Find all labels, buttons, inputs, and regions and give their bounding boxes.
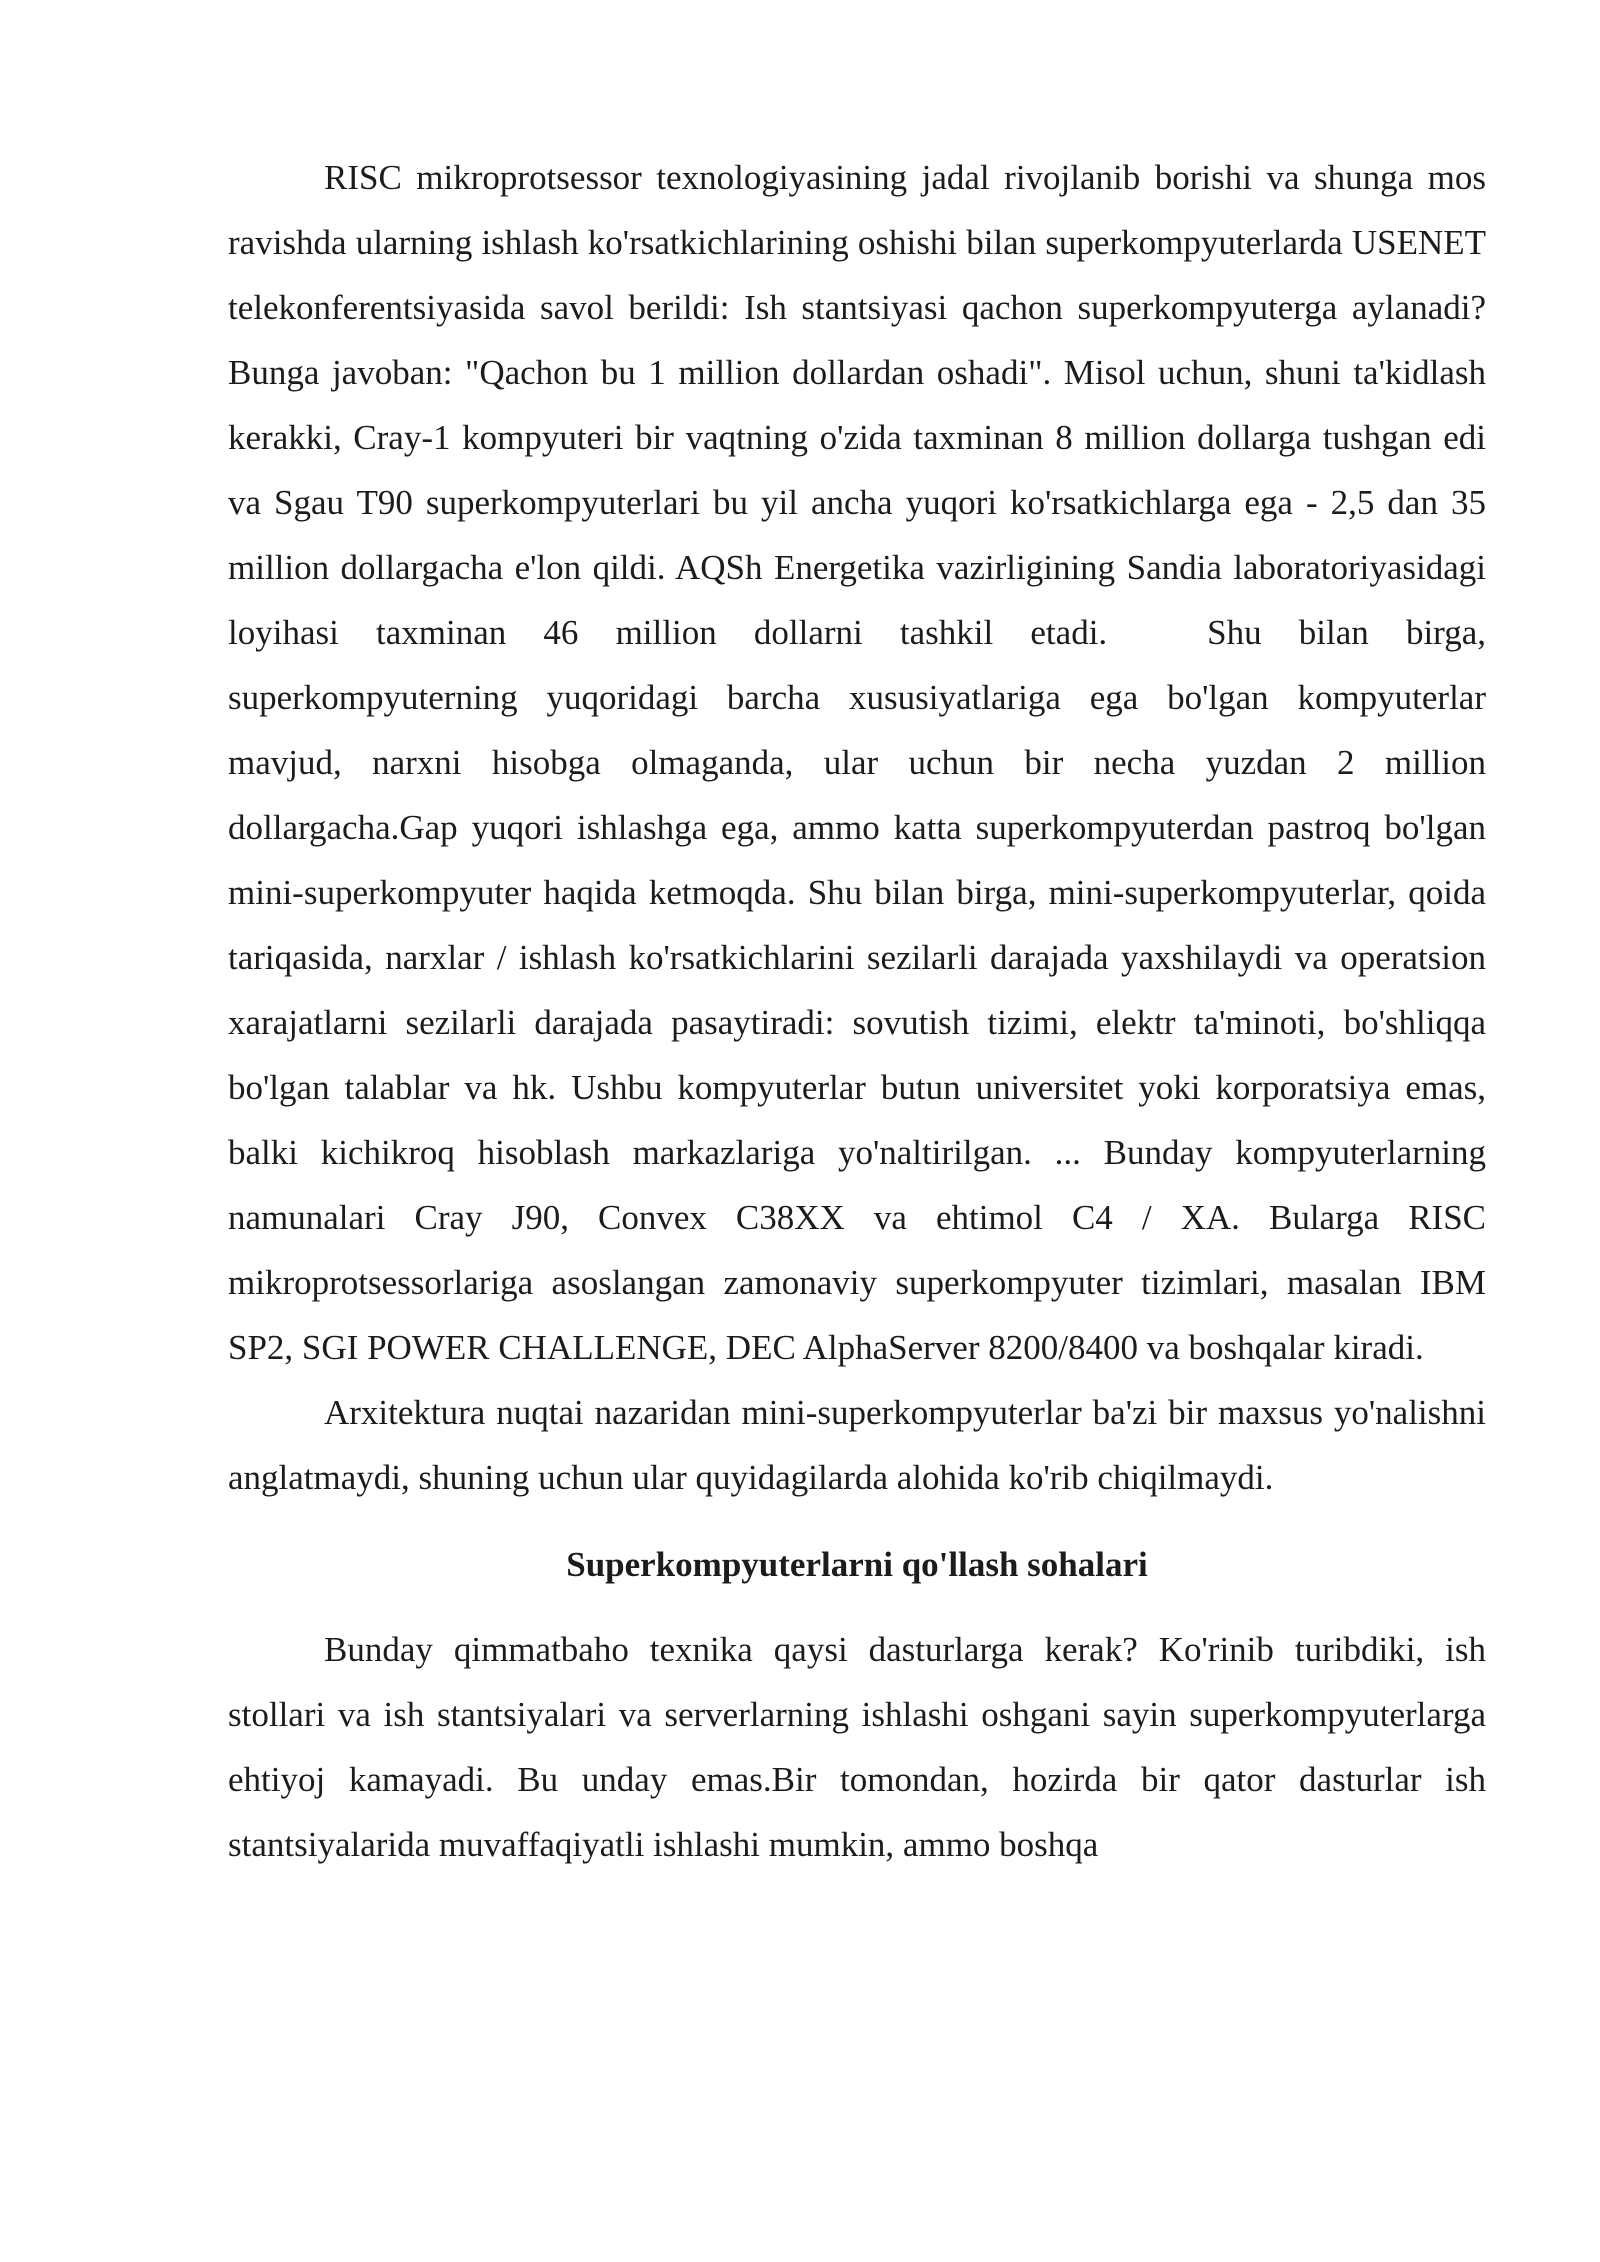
- paragraph-architecture: Arxitektura nuqtai nazaridan mini-superkompyuterlar ba'zi bir maxsus yo'nalishni anglatmaydi, shuning uchun ular quyidagilarda alohida ko'rib chiqilmaydi.: [228, 1393, 1486, 1497]
- paragraph-applications: Bunday qimmatbaho texnika qaysi dasturlarga kerak? Ko'rinib turibdiki, ish stollari va ish stantsiyalari va serverlarning ishlashi oshgani sayin superkompyuterlarga ehtiyoj kamayadi. Bu unday emas.Bir tomondan, hozirda bir qator dasturlar ish stantsiyalarida muvaffaqiyatli ishlashi mumkin, ammo boshqa: [228, 1630, 1486, 1864]
- paragraph-1-part-1: RISC mikroprotsessor texnologiyasining jadal rivojlanib borishi va shunga mos ravishda ularning ishlash ko'rsatkichlarining oshishi bilan superkompyuterlarda USENET telekonferentsiyasida savol berildi: Ish stantsiyasi qachon superkompyuterga aylanadi? Bunga javoban: "Qachon bu 1 million dollardan oshadi". Misol uchun, shuni ta'kidlash kerakki, Cray-1 kompyuteri bir vaqtning o'zida taxminan 8 million dollarga tushgan edi va Sgau T90 superkompyuterlari bu yil ancha yuqori ko'rsatkichlarga ega - 2,5 dan 35 million dollargacha e'lon qildi. AQSh Energetika vazirligining Sandia laboratoriyasidagi loyihasi taxminan 46 million dollarni tashkil etadi.: [228, 158, 1486, 652]
- paragraph-1-part-2: Shu bilan birga, superkompyuterning yuqoridagi barcha xususiyatlariga ega bo'lgan kompyuterlar mavjud, narxni hisobga olmaganda, ular uchun bir necha yuzdan 2 million dollargacha.Gap yuqori ishlashga ega, ammo katta superkompyuterdan pastroq bo'lgan mini-superkompyuter haqida ketmoqda. Shu bilan birga, mini-superkompyuterlar, qoida tariqasida, narxlar / ishlash ko'rsatkichlarini sezilarli darajada yaxshilaydi va operatsion xarajatlarni sezilarli darajada pasaytiradi: sovutish tizimi, elektr ta'minoti, bo'shliqqa bo'lgan talablar va hk. Ushbu kompyuterlar butun universitet yoki korporatsiya emas, balki kichikroq hisoblash markazlariga yo'naltirilgan. ... Bunday kompyuterlarning namunalari Cray J90, Convex C38XX va ehtimol C4 / XA. Bularga RISC mikroprotsessorlariga asoslangan zamonaviy superkompyuter tizimlari, masalan IBM SP2, SGI POWER CHALLENGE, DEC AlphaServer 8200/8400 va boshqalar kiradi.: [228, 613, 1486, 1367]
- section-heading: Superkompyuterlarni qo'llash sohalari: [566, 1545, 1148, 1584]
- document-page: [228, 145, 1486, 1877]
- paragraph-risc-supercomputers: [228, 145, 1486, 1380]
